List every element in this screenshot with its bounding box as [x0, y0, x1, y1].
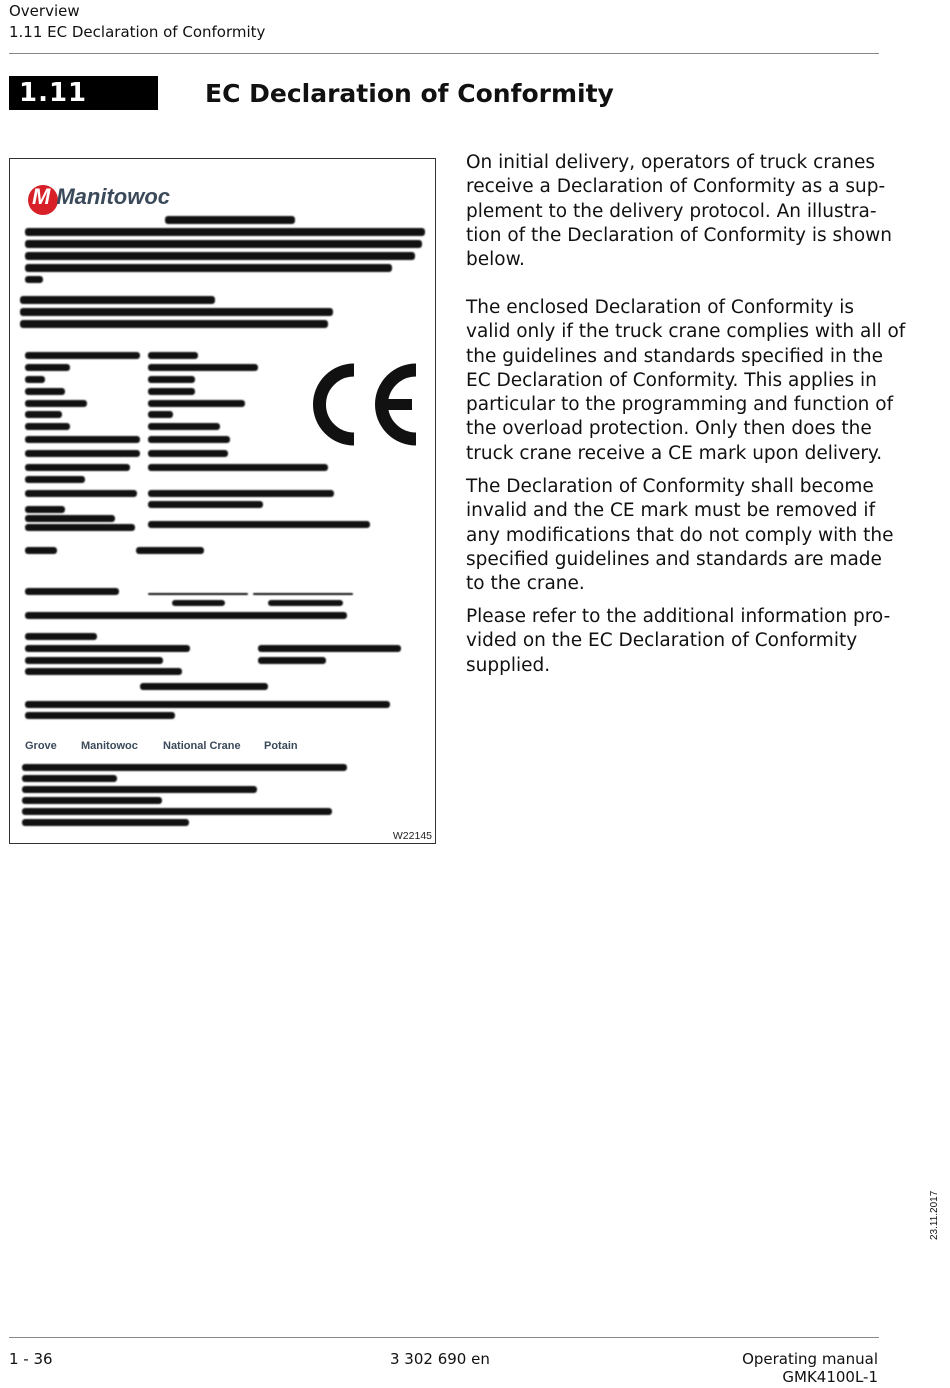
paragraph-3: The Declaration of Conformity shall become invalid and the CE mark must be removed if any modifications that do not comply with the specified guidelines and standards are made to the crane. — [466, 476, 894, 595]
footer-page-number: 1 - 36 — [9, 1350, 53, 1368]
footer-rule — [9, 1337, 879, 1338]
figure-id: W22145 — [392, 830, 432, 842]
paragraph-1: On initial delivery, operators of truck cranes receive a Declaration of Conformity as a sup- plement to the delivery protocol. An illustra- tion of the Declaration of Conformity is shown below. — [466, 152, 893, 271]
logo-wordmark: Manitowoc — [56, 184, 170, 209]
ce-mark-icon — [308, 362, 423, 447]
footer-doc-number: 3 302 690 en — [390, 1350, 490, 1368]
brand-grove: Grove — [25, 740, 57, 752]
paragraph-2: The enclosed Declaration of Conformity is valid only if the truck crane complies with all of the guidelines and standards specified in the EC Declaration of Conformity. This applies in particular to the programming and function of the overload protection. Only then does the truck crane receive a CE mark upon delivery. — [466, 297, 906, 464]
section-title: EC Declaration of Conformity — [205, 79, 614, 108]
brand-national-crane: National Crane — [163, 740, 241, 752]
header-section: 1.11 EC Declaration of Conformity — [9, 23, 266, 41]
section-number: 1.11 — [9, 76, 158, 110]
header-rule — [9, 53, 879, 54]
manitowoc-logo: M Manitowoc — [32, 184, 170, 209]
paragraph-4: Please refer to the additional information pro- vided on the EC Declaration of Conformity supplied. — [466, 606, 891, 676]
header-chapter: Overview — [9, 2, 80, 20]
side-date: 23.11.2017 — [929, 1190, 940, 1240]
brand-manitowoc: Manitowoc — [81, 740, 138, 752]
footer-manual-type: Operating manual — [742, 1350, 878, 1368]
brand-potain: Potain — [264, 740, 298, 752]
footer-model: GMK4100L-1 — [782, 1368, 878, 1386]
